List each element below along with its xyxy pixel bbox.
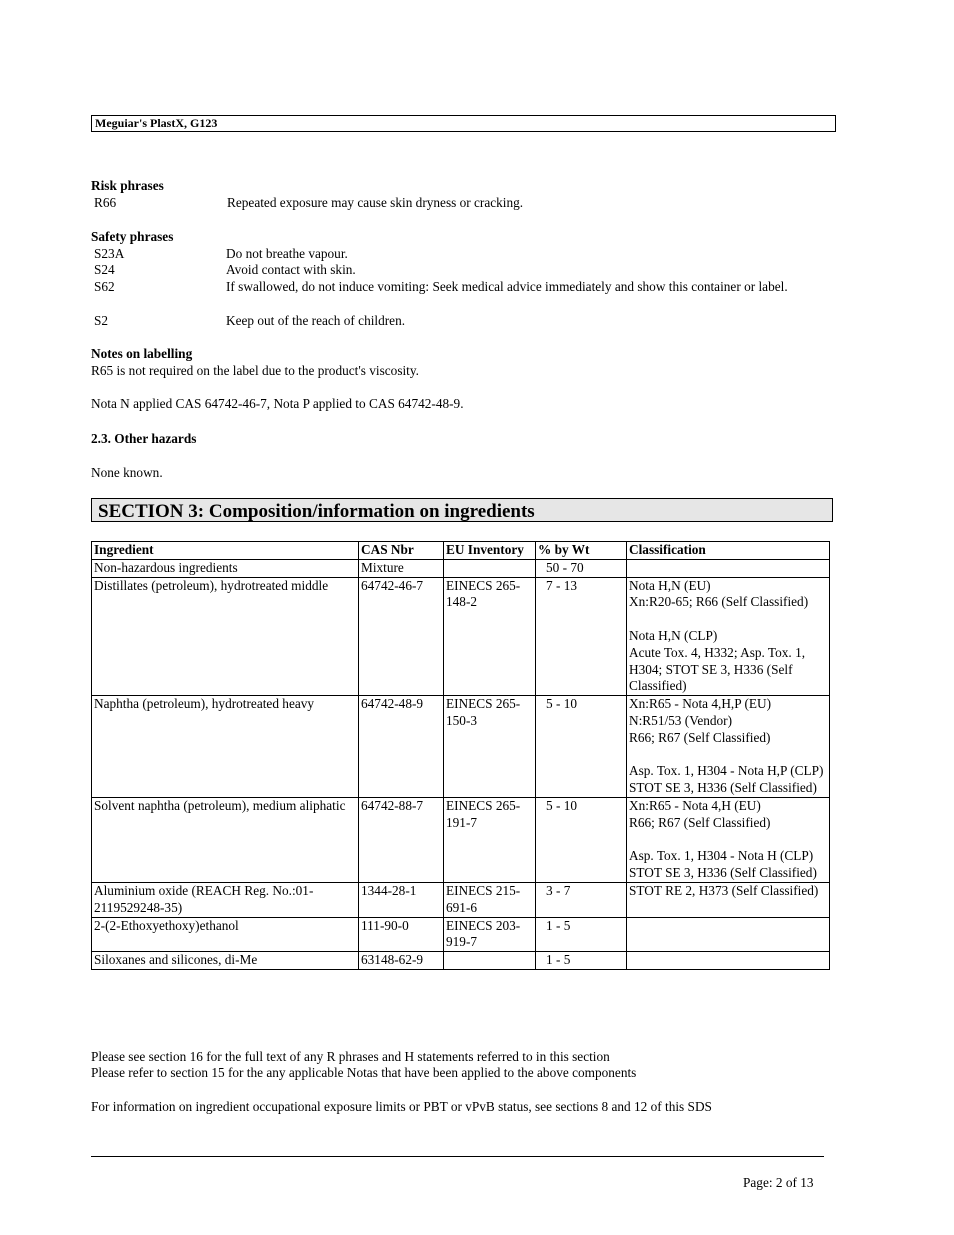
other-hazards-text: None known. — [91, 465, 163, 480]
table-row — [92, 559, 830, 577]
column-header: EU Inventory — [444, 542, 536, 560]
percent-cell: 1 - 5 — [536, 952, 627, 970]
percent-cell: 3 - 7 — [536, 882, 627, 917]
classification-line — [629, 832, 827, 849]
ingredient-cell: Solvent naphtha (petroleum), medium aliphatic — [92, 797, 359, 882]
other-hazards-heading: 2.3. Other hazards — [91, 431, 197, 446]
cas-cell: 64742-88-7 — [359, 797, 444, 882]
ingredient-cell: Naphtha (petroleum), hydrotreated heavy — [92, 696, 359, 798]
column-header: % by Wt — [536, 542, 627, 560]
ingredient-cell: Siloxanes and silicones, di-Me — [92, 952, 359, 970]
classification-line: STOT SE 3, H336 (Self Classified) — [629, 865, 817, 881]
eu-inventory-cell: EINECS 203-919-7 — [444, 917, 536, 952]
section-3-note: For information on ingredient occupational exposure limits or PBT or vPvB status, see sections 8 and 12 of this SDS — [91, 1099, 712, 1114]
column-header: CAS Nbr — [359, 542, 444, 560]
cas-cell: 63148-62-9 — [359, 952, 444, 970]
risk-code: R66 — [94, 195, 117, 210]
document-header: Meguiar's PlastX, G123 — [91, 115, 836, 132]
table-row — [92, 882, 830, 917]
percent-cell: 5 - 10 — [536, 797, 627, 882]
section-3-note: Please see section 16 for the full text of any R phrases and H statements referred to in this section — [91, 1049, 610, 1064]
classification-cell — [627, 577, 830, 696]
classification-line: Xn:R65 - Nota 4,H,P (EU) — [629, 696, 772, 712]
section-3-title: SECTION 3: Composition/information on ingredients — [91, 498, 833, 522]
table-row — [92, 797, 830, 882]
risk-text: Repeated exposure may cause skin dryness or cracking. — [227, 195, 524, 210]
percent-cell: 1 - 5 — [536, 917, 627, 952]
table-header-row — [92, 542, 830, 560]
ingredient-cell: 2-(2-Ethoxyethoxy)ethanol — [92, 917, 359, 952]
classification-line: Xn:R20-65; R66 (Self Classified) — [629, 594, 809, 610]
notes-line: Nota N applied CAS 64742-46-7, Nota P applied to CAS 64742-48-9. — [91, 396, 464, 411]
eu-inventory-cell: EINECS 265-150-3 — [444, 696, 536, 798]
classification-cell — [627, 696, 830, 798]
page-number: Page: 2 of 13 — [743, 1175, 814, 1190]
cas-cell: 64742-46-7 — [359, 577, 444, 696]
notes-labelling-heading: Notes on labelling — [91, 346, 193, 361]
classification-line: STOT SE 3, H336 (Self Classified) — [629, 780, 817, 796]
classification-line: STOT RE 2, H373 (Self Classified) — [629, 882, 819, 898]
notes-line: R65 is not required on the label due to the product's viscosity. — [91, 363, 419, 378]
cas-cell: 111-90-0 — [359, 917, 444, 952]
safety-code: S24 — [94, 262, 115, 277]
footer-divider — [91, 1156, 824, 1157]
table-row — [92, 577, 830, 696]
column-header: Classification — [627, 542, 830, 560]
classification-line: Nota H,N (EU) — [629, 577, 711, 593]
eu-inventory-cell: EINECS 215-691-6 — [444, 882, 536, 917]
classification-line: N:R51/53 (Vendor) — [629, 712, 733, 728]
classification-line: R66; R67 (Self Classified) — [629, 814, 771, 830]
classification-cell — [627, 952, 830, 970]
classification-line — [629, 747, 827, 764]
eu-inventory-cell — [444, 559, 536, 577]
classification-cell — [627, 797, 830, 882]
percent-cell: 50 - 70 — [536, 559, 627, 577]
classification-cell — [627, 882, 830, 917]
percent-cell: 5 - 10 — [536, 696, 627, 798]
safety-code: S62 — [94, 279, 115, 294]
safety-text: If swallowed, do not induce vomiting: Seek medical advice immediately and show this container or label. — [226, 279, 788, 294]
classification-line: Nota H,N (CLP) — [629, 627, 718, 643]
classification-cell — [627, 917, 830, 952]
classification-line: Acute Tox. 4, H332; Asp. Tox. 1, H304; STOT SE 3, H336 (Self Classified) — [629, 644, 806, 694]
cas-cell: 1344-28-1 — [359, 882, 444, 917]
eu-inventory-cell: EINECS 265-148-2 — [444, 577, 536, 696]
safety-code: S23A — [94, 246, 125, 261]
classification-line: Asp. Tox. 1, H304 - Nota H,P (CLP) — [629, 763, 824, 779]
section-3-note: Please refer to section 15 for the any applicable Notas that have been applied to the above components — [91, 1065, 637, 1080]
table-row — [92, 952, 830, 970]
table-row — [92, 696, 830, 798]
classification-line: Asp. Tox. 1, H304 - Nota H (CLP) — [629, 848, 814, 864]
classification-line: Xn:R65 - Nota 4,H (EU) — [629, 797, 761, 813]
ingredient-cell: Non-hazardous ingredients — [92, 559, 359, 577]
ingredient-cell: Distillates (petroleum), hydrotreated middle — [92, 577, 359, 696]
classification-cell — [627, 559, 830, 577]
eu-inventory-cell: EINECS 265-191-7 — [444, 797, 536, 882]
cas-cell: 64742-48-9 — [359, 696, 444, 798]
cas-cell: Mixture — [359, 559, 444, 577]
safety-text: Avoid contact with skin. — [226, 262, 356, 277]
ingredients-table — [91, 541, 830, 970]
safety-text: Keep out of the reach of children. — [226, 313, 406, 328]
risk-phrases-heading: Risk phrases — [91, 178, 164, 193]
classification-line: R66; R67 (Self Classified) — [629, 729, 771, 745]
percent-cell: 7 - 13 — [536, 577, 627, 696]
eu-inventory-cell — [444, 952, 536, 970]
safety-code: S2 — [94, 313, 109, 328]
classification-line — [629, 611, 827, 628]
ingredient-cell: Aluminium oxide (REACH Reg. No.:01-2119529248-35) — [92, 882, 359, 917]
safety-text: Do not breathe vapour. — [226, 246, 348, 261]
safety-phrases-heading: Safety phrases — [91, 229, 174, 244]
column-header: Ingredient — [92, 542, 359, 560]
table-row — [92, 917, 830, 952]
